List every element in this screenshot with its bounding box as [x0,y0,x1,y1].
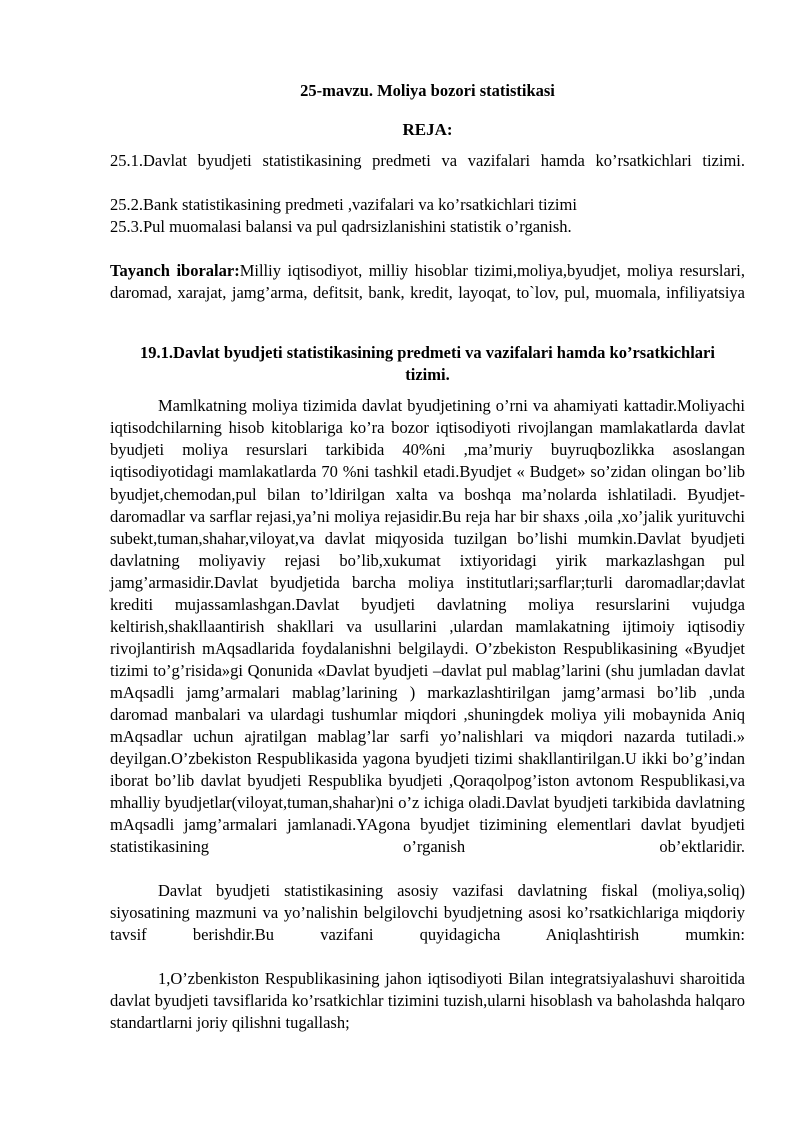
body-paragraph: Mamlkatning moliya tizimida davlat byudjetining o’rni va ahamiyati kattadir.Moliyachi iqtisodchilarning hisob kitoblariga ko’ra bozor iqtisodiyoti rivojlangan mamlakatlarda davlat byudjeti moliya resurslari tarkibida 40%ni ,ma’muriy buyruqbozlikka asoslangan iqtisodiyotidagi mamlakatlarda 70 %ni tashkil etadi.Byudjet « Budget» so’zidan olingan bo’lib byudjet,chemodan,pul bilan to’ldirilgan xalta va boshqa ma’nolarda ishlatiladi. Byudjet-daromadlar va sarflar rejasi,ya’ni moliya rejasidir.Bu reja har bir shaxs ,oila ,xo’jalik yurituvchi subekt,tuman,shahar,viloyat,va davlat miqyosida tuzilgan bo’lishi mumkin.Davlat byudjeti davlatning moliyaviy rejasi bo’lib,xukumat ixtiyoridagi yirik markazlashgan pul jamg’armasidir.Davlat byudjetida barcha moliya institutlari;sarflar;turli daromadlar;davlat krediti mujassamlashgan.Davlat byudjeti davlatning moliya resurslarini vujudga keltirish,shakllaantirish shakllari va usullarini ,ulardan mamlakatning ijtimoiy iqtisodiy rivojlantirish mAqsadlarida foydalanishni belgilaydi. O’zbekiston Respublikasining «Byudjet tizimi to’g’risida»gi Qonunida «Davlat byudjeti –davlat pul mablag’larini (shu jumladan davlat mAqsadli jamg’armalari mablag’larining ) markazlashtirilgan jamg’armasi bo’lib ,unda daromad manbalari va ulardagi tushumlar miqdori ,shuningdek moliya yili mobaynida Aniq mAqsadlar uchun ajratilgan mablag’lar sarfi yo’nalishlari va miqdori nazarda tutiladi.» deyilgan.O’zbekiston Respublikasida yagona byudjeti tizimi shakllantirilgan.U ikki bo’g’indan iborat bo’lib davlat byudjeti Respublika byudjeti ,Qoraqolpog’iston avtonom Respublikasi,va mhalliy byudjetlar(viloyat,tuman,shahar)ni o’z ichiga oladi.Davlat byudjeti tarkibida davlatning mAqsadli jamg’armalari jamlanadi.YAgona byudjet tizimining elementlari davlat byudjeti statistikasining o’rganish ob’ektlaridir. [110,396,745,856]
plan-heading: REJA: [402,120,453,140]
document-body [110,395,745,1033]
plan-item: 25.2.Bank statistikasining predmeti ,vazifalari va ko’rsatkichlari tizimi [110,194,577,214]
plan-list [110,150,745,237]
body-paragraph: 1,O’zbenkiston Respublikasining jahon iqtisodiyoti Bilan integratsiyalashuvi sharoitida davlat byudjeti tavsiflarida ko’rsatkichlar tizimini tuzish,ularni hisoblash va baholashda halqaro standartlarni joriy qilishni tugallash; [110,968,745,1032]
keywords-paragraph [110,260,745,325]
plan-item: 25.3.Pul muomalasi balansi va pul qadrsizlanishini statistik o’rganish. [110,216,572,236]
document-title: 25-mavzu. Moliya bozori statistikasi [300,81,555,100]
body-paragraph: Davlat byudjeti statistikasining asosiy vazifasi davlatning fiskal (moliya,soliq) siyosatining mazmuni va yo’nalishin belgilovchi byudjetning asosi ko’rsatkichlariga miqdoriy tavsif berishdir.Bu vazifani quyidagicha Aniqlashtirish mumkin: [110,880,745,944]
section-heading: 19.1.Davlat byudjeti statistikasining predmeti va vazifalari hamda ko’rsatkichlari tizimi. [140,342,715,384]
document-content [110,0,745,1034]
keywords-text: Milliy iqtisodiyot, milliy hisoblar tizimi,moliya,byudjet, moliya resurslari, daromad, xarajat, jamg’arma, defitsit, bank, kredit, layoqat, to`lov, pul, muomala, infiliyatsiya [110,261,746,303]
plan-item: 25.1.Davlat byudjeti statistikasining predmeti va vazifalari hamda ko’rsatkichlari tizimi. [110,151,745,171]
keywords-label: Tayanch iboralar: [110,261,240,281]
